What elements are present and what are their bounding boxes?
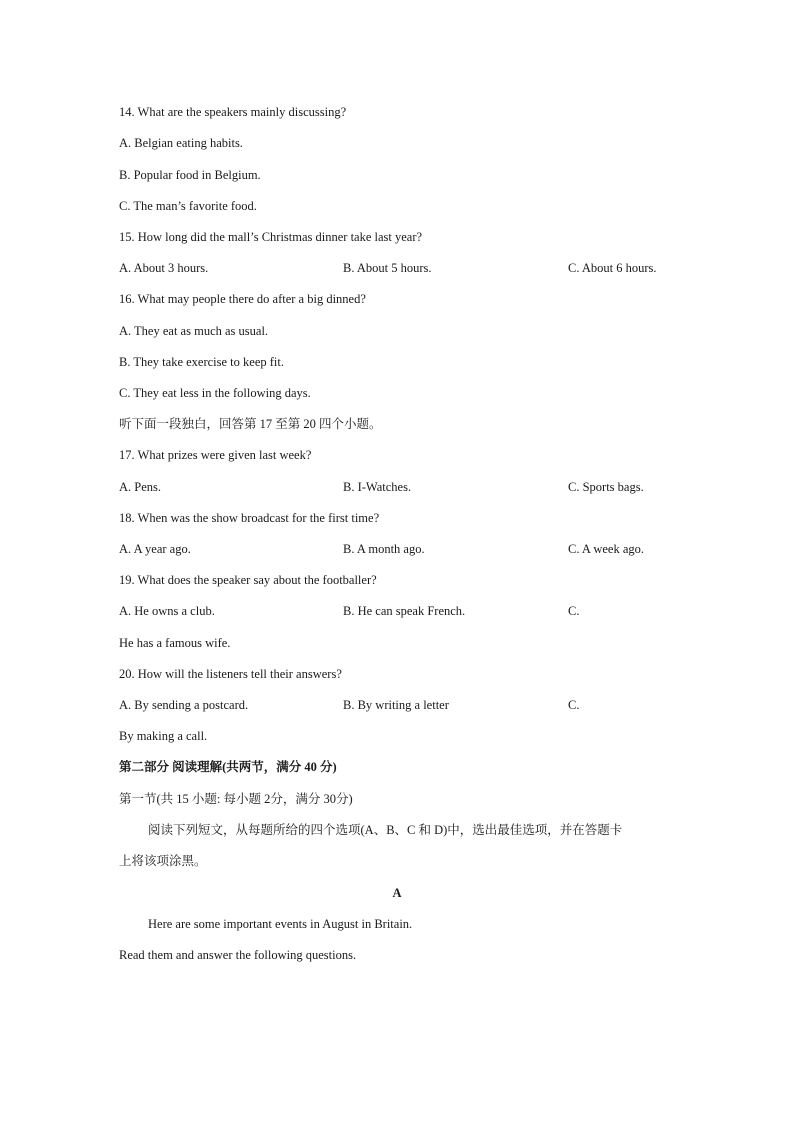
q18-option-b: B. A month ago. <box>343 542 425 556</box>
q17-option-b: B. I-Watches. <box>343 480 412 494</box>
passage-label: A <box>392 886 402 900</box>
q15-option-a: A. About 3 hours. <box>119 261 209 275</box>
q20-option-b: B. By writing a letter <box>343 698 449 712</box>
q20-option-c-text: By making a call. <box>119 729 208 743</box>
q17-stem: 17. What prizes were given last week? <box>119 448 312 462</box>
q14-stem: 14. What are the speakers mainly discussing? <box>119 105 347 119</box>
passage-intro-line2: Read them and answer the following questions. <box>119 948 357 962</box>
q15-option-b: B. About 5 hours. <box>343 261 432 275</box>
q19-option-a: A. He owns a club. <box>119 604 215 618</box>
reading-directions-line1: 阅读下列短文，从每题所给的四个选项(A、B、C 和 D)中，选出最佳选项，并在答题卡 <box>148 823 623 837</box>
q18-option-c: C. A week ago. <box>568 542 645 556</box>
q17-option-a: A. Pens. <box>119 480 162 494</box>
q18-stem: 18. When was the show broadcast for the first time? <box>119 511 380 525</box>
q14-option-a: A. Belgian eating habits. <box>119 136 243 150</box>
reading-directions-line2: 上将该项涂黑。 <box>119 854 207 868</box>
section1-heading: 第一节(共 15 小题: 每小题 2分，满分 30分) <box>119 792 353 806</box>
q19-option-b: B. He can speak French. <box>343 604 466 618</box>
q15-option-c: C. About 6 hours. <box>568 261 657 275</box>
q18-option-a: A. A year ago. <box>119 542 191 556</box>
part2-heading: 第二部分 阅读理解(共两节，满分 40 分) <box>119 760 337 774</box>
q16-option-a: A. They eat as much as usual. <box>119 324 269 338</box>
listening-instruction: 听下面一段独白，回答第 17 至第 20 四个小题。 <box>119 417 382 431</box>
q15-stem: 15. How long did the mall’s Christmas dinner take last year? <box>119 230 423 244</box>
q16-option-c: C. They eat less in the following days. <box>119 386 311 400</box>
q20-option-c-label: C. <box>568 698 580 712</box>
q17-option-c: C. Sports bags. <box>568 480 644 494</box>
q19-option-c-label: C. <box>568 604 580 618</box>
q16-stem: 16. What may people there do after a big dinned? <box>119 292 366 306</box>
q20-option-a: A. By sending a postcard. <box>119 698 249 712</box>
q19-stem: 19. What does the speaker say about the footballer? <box>119 573 377 587</box>
q19-option-c-text: He has a famous wife. <box>119 636 231 650</box>
q14-option-b: B. Popular food in Belgium. <box>119 168 261 182</box>
passage-intro-line1: Here are some important events in August in Britain. <box>148 917 413 931</box>
q20-stem: 20. How will the listeners tell their answers? <box>119 667 342 681</box>
q14-option-c: C. The man’s favorite food. <box>119 199 257 213</box>
q16-option-b: B. They take exercise to keep fit. <box>119 355 284 369</box>
